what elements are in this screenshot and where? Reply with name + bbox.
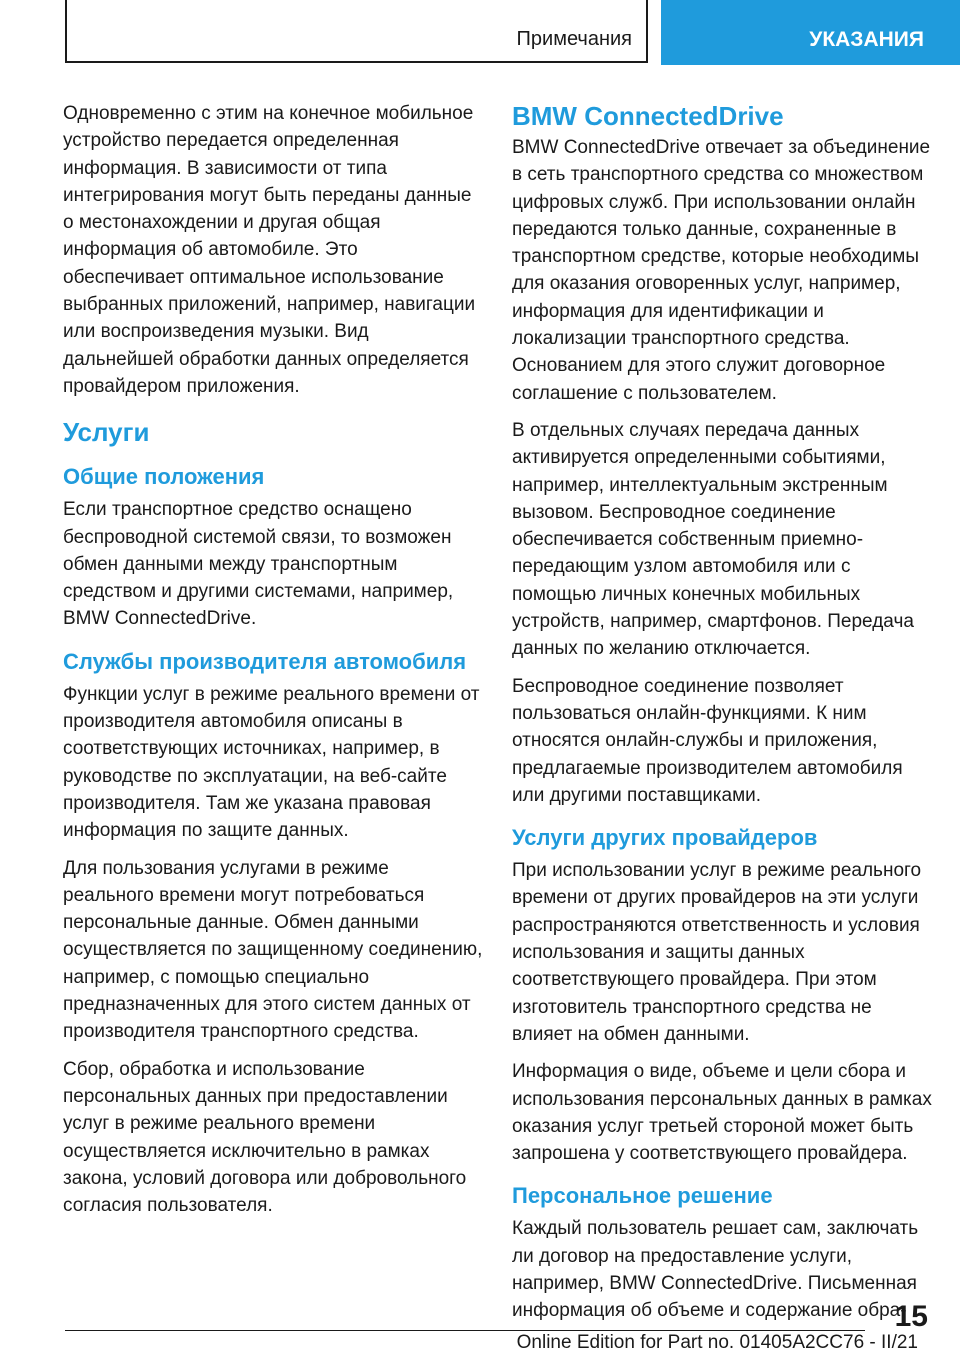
paragraph: Каждый пользователь решает сам, заключать ли договор на предоставление услуги, например, BMW ConnectedDrive. Письменная информация об объеме и содержание обра-: [512, 1218, 919, 1322]
header-tab-ukazaniya: [661, 0, 960, 65]
paragraph: Информация о виде, объеме и цели сбора и использования персональных данных в рамках оказания услуг третьей стороной может быть запрошена у соответствующего провайдера.: [512, 1061, 932, 1165]
right-column: [512, 100, 932, 1335]
left-column: [63, 100, 483, 1229]
subheading-persona: Персональное решение: [512, 1183, 773, 1209]
section-heading-uslugi: Услуги: [63, 417, 150, 448]
paragraph: Беспроводное соединение позволяет пользоваться онлайн-функциями. К ним относятся онлайн-службы и приложения, предлагаемые производителем автомобиля или другими поставщиками.: [512, 675, 903, 806]
paragraph: Сбор, обработка и использование персональных данных при предоставлении услуг в режиме реального времени осуществляется исключительно в рамках закона, условий договора или добровольного согласия пользователя.: [63, 1058, 467, 1217]
edition-info: Online Edition for Part no. 01405A2CC76 - II/21: [516, 1332, 918, 1353]
subheading-sluzhby: Службы производителя автомобиля: [63, 648, 467, 674]
subheading-drugih: Услуги других провайдеров: [512, 825, 818, 851]
paragraph: В отдельных случаях передача данных активируется определенными событиями, например, интеллектуальным экстренным вызовом. Беспроводное соединение обеспечивается собственным приемно-передающим узлом автомобиля или с помощью личных конечных мобильных устройств, например, смартфонов. Передача данных по желанию отключается.: [512, 419, 914, 660]
subheading-obshie: Общие положения: [63, 464, 265, 490]
footer-divider: [65, 1330, 865, 1331]
page-number: 15: [894, 1300, 928, 1333]
header-tab-ukazaniya-label: УКАЗАНИЯ: [809, 28, 924, 51]
paragraph: При использовании услуг в режиме реального времени от других провайдеров на эти услуги распространяются ответственность и условия использования и защиты данных соответствующего провайдера. При этом изготовитель транспортного средства не влияет на обмен данными.: [512, 860, 922, 1045]
paragraph: Функции услуг в режиме реального времени от производителя автомобиля описаны в соответствующих источниках, например, в руководстве по эксплуатации, на веб-сайте производителя. Там же указана правовая информация по защите данных.: [63, 683, 480, 842]
paragraph: Если транспортное средство оснащено беспроводной системой связи, то возможен обмен данными между транспортным средством и другими системами, например, BMW ConnectedDrive.: [63, 499, 454, 630]
header-tab-notes-label: Примечания: [516, 28, 632, 50]
paragraph: BMW ConnectedDrive отвечает за объединение в сеть транспортного средства со множеством цифровых служб. При использовании онлайн передаются только данные, сохраненные в транспортном средстве, которые необходимы для оказания оговоренных услуг, например, информация для идентификации и локализации транспортного средства. Основанием для этого служит договорное соглашение с пользователем.: [512, 137, 931, 404]
paragraph: Одновременно с этим на конечное мобильное устройство передается определенная информация. В зависимости от типа интегрирования могут быть переданы данные о местонахождении и другая общая информация об автомобиле. Это обеспечивает оптимальное использование выбранных приложений, например, навигации или воспроизведения музыки. Вид дальнейшей обработки данных определяется провайдером приложения.: [63, 103, 476, 397]
section-heading-bmw: BMW ConnectedDrive: [512, 101, 784, 131]
header-tab-notes: [65, 0, 648, 63]
paragraph: Для пользования услугами в режиме реального времени могут потребоваться персональные данные. Обмен данными осуществляется по защищенному соединению, например, с помощью специально предназначенных для этого систем данных от производителя транспортного средства.: [63, 857, 483, 1043]
